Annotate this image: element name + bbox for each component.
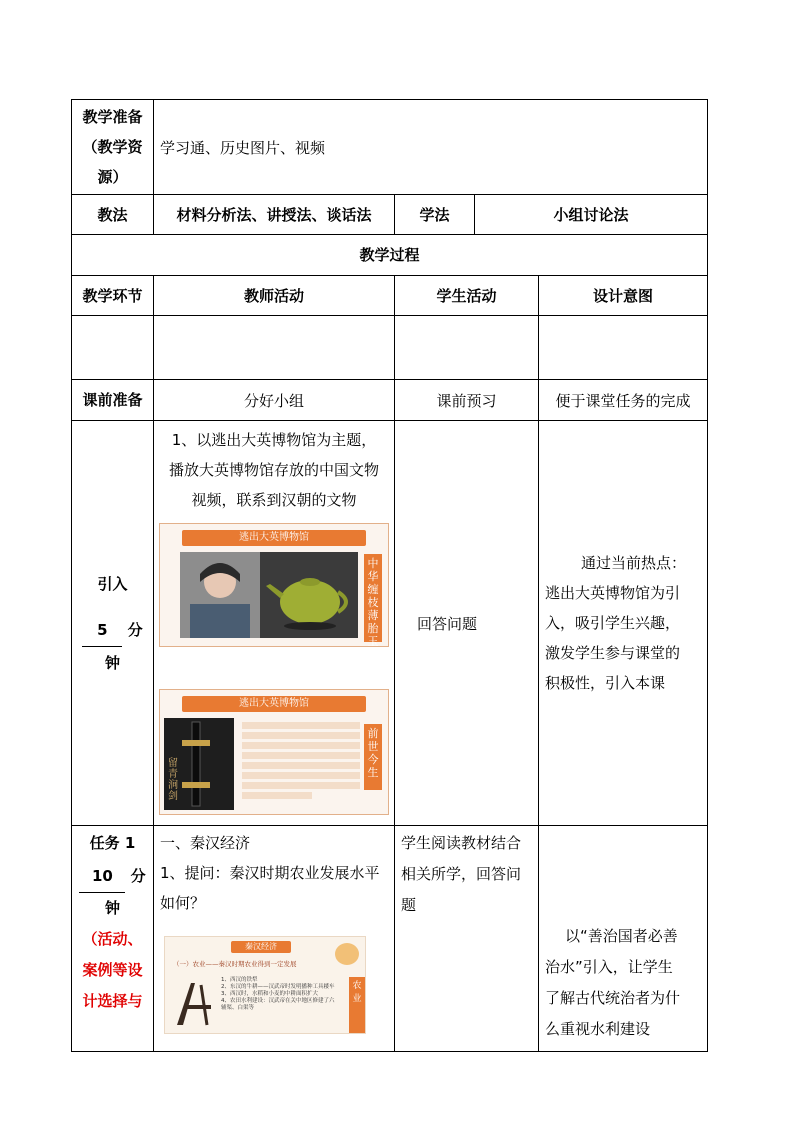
slide-items xyxy=(221,977,339,1012)
prep-label-line: （教学资 xyxy=(82,138,143,156)
photo-teapot xyxy=(260,552,358,638)
pre-teacher: 分好小组 xyxy=(154,380,395,421)
slide-item: 4、农田水利建设：汉武帝在关中地区修建了六辅渠、白渠等 xyxy=(221,998,335,1011)
task1-note-line: 计选择与 xyxy=(82,992,143,1010)
row-process xyxy=(72,235,708,276)
slide-side-tag: 农业 xyxy=(349,977,365,1033)
task1-label: 任务 1 xyxy=(89,834,136,852)
teapot-illustration xyxy=(260,552,358,638)
prep-label-line: 教学准备 xyxy=(82,108,143,126)
intro-unit2: 钟 xyxy=(104,653,120,672)
person-illustration xyxy=(180,552,260,638)
photo-sword xyxy=(164,718,234,810)
task1-teacher-cell xyxy=(154,826,395,1052)
intro-intent xyxy=(539,421,708,826)
intent-line: 激发学生参与课堂的 xyxy=(545,644,681,662)
photo-person xyxy=(180,552,260,638)
task1-duration xyxy=(72,861,153,893)
slide-title: 逃出大英博物馆 xyxy=(182,530,366,546)
row-intro xyxy=(72,421,708,826)
prep-label xyxy=(72,100,154,195)
header-teacher: 教师活动 xyxy=(154,276,395,316)
blank-cell xyxy=(395,316,539,380)
slide-side-tag: 中华缠枝薄胎玉壶 xyxy=(364,554,382,642)
intro-student: 回答问题 xyxy=(395,421,539,826)
intent-line: 治水”引入，让学生 xyxy=(545,958,673,976)
row-pre xyxy=(72,380,708,421)
slide-title: 秦汉经济 xyxy=(231,941,291,953)
row-task1 xyxy=(72,826,708,1052)
teacher-line: 如何？ xyxy=(160,894,206,912)
slide-item: 3、西汉时，水稻和小麦的中耕面积扩大 xyxy=(221,991,319,997)
header-stage: 教学环节 xyxy=(72,276,154,316)
header-student: 学生活动 xyxy=(395,276,539,316)
intro-teacher-cell xyxy=(154,421,395,826)
prep-label-line: 源） xyxy=(97,168,128,186)
text-line xyxy=(242,732,360,739)
intro-label: 引入 xyxy=(97,574,128,593)
task1-teacher-text xyxy=(160,828,388,918)
row-method xyxy=(72,195,708,235)
task1-unit: 分 xyxy=(130,867,146,885)
blank-cell xyxy=(539,316,708,380)
student-line: 题 xyxy=(401,896,417,914)
row-blank xyxy=(72,316,708,380)
task1-unit2: 钟 xyxy=(104,899,120,917)
intro-duration xyxy=(72,614,153,647)
slide-image-teapot xyxy=(159,523,389,661)
plow-illustration xyxy=(171,975,217,1029)
slide-item: 1、西汉的铁犁 xyxy=(221,977,258,983)
method-label: 教法 xyxy=(72,195,154,235)
slide-paragraph xyxy=(242,722,360,799)
study-method-label: 学法 xyxy=(395,195,475,235)
text-line xyxy=(242,752,360,759)
intro-teacher-text xyxy=(154,425,394,515)
slide-side-tag: 前世今生 xyxy=(364,724,382,790)
row-header xyxy=(72,276,708,316)
task1-intent-text xyxy=(545,921,703,1045)
lesson-plan-table xyxy=(71,99,708,1052)
sun-icon xyxy=(335,943,359,965)
intent-line: 积极性，引入本课 xyxy=(545,674,666,692)
intent-line: 逃出大英博物馆为引 xyxy=(545,584,681,602)
prep-value: 学习通、历史图片、视频 xyxy=(154,100,708,195)
intent-line: 入，吸引学生兴趣， xyxy=(545,614,681,632)
slide-subtitle: （一）农业——秦汉时期农业得到一定发展 xyxy=(173,960,297,968)
intent-line: 通过当前热点： xyxy=(581,554,687,572)
intro-label-cell xyxy=(72,421,154,826)
task1-note-line: 案例等设 xyxy=(82,961,143,979)
study-method-value: 小组讨论法 xyxy=(475,195,708,235)
teacher-line: 1、提问：秦汉时期农业发展水平 xyxy=(160,864,380,882)
student-line: 学生阅读教材结合 xyxy=(401,834,522,852)
task1-intent-cell xyxy=(539,826,708,1052)
task1-student-cell xyxy=(395,826,539,1052)
blank-cell xyxy=(72,316,154,380)
slide-image-sword xyxy=(159,689,389,815)
teacher-line: 视频，联系到汉朝的文物 xyxy=(191,491,357,509)
pre-student: 课前预习 xyxy=(395,380,539,421)
intent-line: 以“善治国者必善 xyxy=(565,927,678,945)
slide-title: 逃出大英博物馆 xyxy=(182,696,366,712)
sword-caption: 留青涧剑 xyxy=(168,758,178,802)
text-line xyxy=(242,772,360,779)
blank-cell xyxy=(154,316,395,380)
slide-item: 2、东汉的牛耕——汉武帝时发明播种工具耧车 xyxy=(221,984,335,990)
intent-line: 么重视水利建设 xyxy=(545,1020,651,1038)
task1-minutes: 10 xyxy=(79,861,125,893)
text-line xyxy=(242,722,360,729)
student-line: 相关所学，回答问 xyxy=(401,865,522,883)
intro-minutes: 5 xyxy=(82,614,122,647)
teacher-line: 一、秦汉经济 xyxy=(160,834,251,852)
text-line xyxy=(242,792,312,799)
intent-line: 了解古代统治者为什 xyxy=(545,989,681,1007)
task1-label-cell xyxy=(72,826,154,1052)
task1-student-text xyxy=(401,828,534,921)
text-line xyxy=(242,742,360,749)
process-title: 教学过程 xyxy=(72,235,708,276)
teacher-line: 播放大英博物馆存放的中国文物 xyxy=(168,461,379,479)
row-prep xyxy=(72,100,708,195)
text-line xyxy=(242,762,360,769)
task1-note-line: （活动、 xyxy=(82,930,143,948)
teacher-line: 1、以逃出大英博物馆为主题， xyxy=(171,431,377,449)
method-value: 材料分析法、讲授法、谈话法 xyxy=(154,195,395,235)
pre-intent: 便于课堂任务的完成 xyxy=(539,380,708,421)
text-line xyxy=(242,782,360,789)
intro-unit: 分 xyxy=(127,620,143,639)
header-intent: 设计意图 xyxy=(539,276,708,316)
pre-label: 课前准备 xyxy=(72,380,154,421)
slide-image-agriculture xyxy=(164,936,366,1034)
